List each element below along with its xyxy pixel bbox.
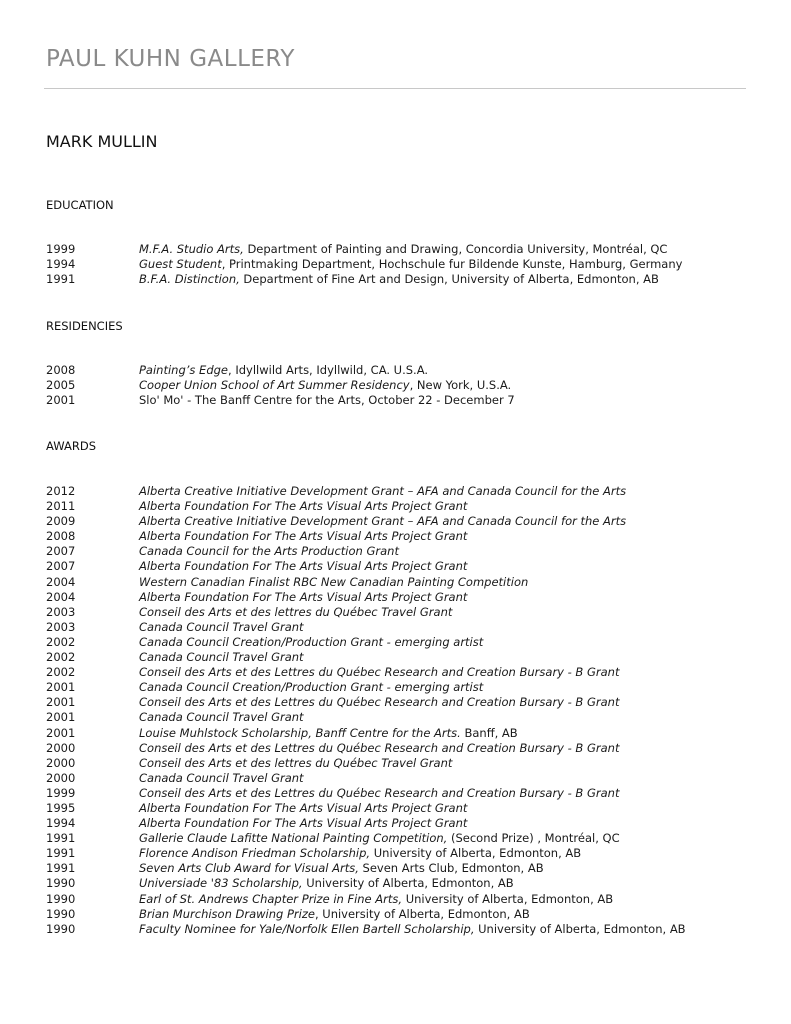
- entry-text: University of Alberta, Edmonton, AB: [402, 891, 614, 906]
- list-item: [46, 756, 746, 771]
- entry-text: Conseil des Arts et des Lettres du Québec Research and Creation Bursary - B Grant: [139, 740, 620, 755]
- entry-text: Alberta Foundation For The Arts Visual Arts Project Grant: [139, 800, 468, 815]
- entry-text: Department of Painting and Drawing, Concordia University, Montréal, QC: [243, 242, 668, 256]
- entry-description: [139, 922, 686, 937]
- entry-year: 2005: [46, 378, 76, 393]
- entry-description: [139, 756, 452, 771]
- entry-year: 2003: [46, 619, 76, 634]
- entry-description: [139, 529, 467, 544]
- entry-year: 2001: [46, 393, 76, 408]
- entry-year: 1999: [46, 785, 76, 800]
- entry-text: Guest Student: [139, 257, 222, 272]
- entry-year: 2011: [46, 499, 76, 514]
- entry-description: [139, 907, 530, 922]
- list-item: [46, 726, 746, 741]
- entry-text: Alberta Creative Initiative Development Grant – AFA and Canada Council for the Arts: [139, 484, 627, 498]
- entry-year: 2002: [46, 634, 76, 649]
- entry-description: [139, 680, 483, 695]
- entry-year: 1990: [46, 921, 76, 936]
- list-item: [46, 242, 746, 257]
- list-item: [46, 922, 746, 937]
- entry-description: [139, 726, 518, 741]
- entry-text: Brian Murchison Drawing Prize: [139, 906, 315, 921]
- entry-description: [139, 393, 515, 408]
- list-item: [46, 544, 746, 559]
- list-item: [46, 605, 746, 620]
- list-item: [46, 635, 746, 650]
- entry-text: Gallerie Claude Lafitte National Painting Competition,: [139, 831, 448, 846]
- entry-text: Western Canadian Finalist RBC New Canadian Painting Competition: [139, 574, 529, 589]
- entry-description: [139, 514, 626, 529]
- entry-description: [139, 741, 619, 756]
- entry-year: 1995: [46, 800, 76, 815]
- list-item: [46, 257, 746, 272]
- entry-description: [139, 620, 304, 635]
- section-heading-residencies: RESIDENCIES: [46, 319, 123, 333]
- entry-text: Painting’s Edge: [139, 363, 229, 377]
- list-item: [46, 363, 746, 378]
- entry-text: Canada Council Travel Grant: [139, 650, 304, 665]
- list-item: [46, 710, 746, 725]
- entry-description: [139, 861, 544, 876]
- header-divider: [44, 88, 746, 89]
- list-item: [46, 786, 746, 801]
- entry-text: Alberta Foundation For The Arts Visual Arts Project Grant: [139, 559, 468, 574]
- entry-text: Conseil des Arts et des Lettres du Québec Research and Creation Bursary - B Grant: [139, 695, 620, 710]
- entry-year: 2008: [46, 363, 76, 377]
- entry-description: [139, 831, 620, 846]
- entry-year: 2012: [46, 484, 76, 498]
- entry-year: 1990: [46, 891, 76, 906]
- entry-year: 1991: [46, 272, 76, 287]
- entry-text: Alberta Foundation For The Arts Visual Arts Project Grant: [139, 589, 468, 604]
- entry-year: 1991: [46, 831, 76, 846]
- list-item: [46, 741, 746, 756]
- entry-text: Conseil des Arts et des lettres du Québec Travel Grant: [139, 604, 453, 619]
- entry-text: Alberta Foundation For The Arts Visual Arts Project Grant: [139, 816, 468, 831]
- list-item: [46, 801, 746, 816]
- list-item: [46, 907, 746, 922]
- entry-year: 2007: [46, 544, 76, 559]
- entry-description: [139, 695, 619, 710]
- entry-year: 1991: [46, 846, 76, 861]
- entry-year: 2000: [46, 755, 76, 770]
- entry-year: 1994: [46, 257, 76, 272]
- entry-year: 2001: [46, 680, 76, 695]
- entry-text: Banff, AB: [460, 725, 518, 740]
- entry-year: 2001: [46, 710, 76, 725]
- entry-year: 2002: [46, 650, 76, 665]
- entry-text: , Idyllwild Arts, Idyllwild, CA. U.S.A.: [228, 363, 429, 377]
- entry-text: Slo' Mo' - The Banff Centre for the Arts, October 22 - December 7: [139, 393, 515, 408]
- entry-year: 2001: [46, 695, 76, 710]
- entry-description: [139, 559, 467, 574]
- entry-text: Alberta Creative Initiative Development Grant – AFA and Canada Council for the Arts: [139, 514, 627, 529]
- list-item: [46, 575, 746, 590]
- list-item: [46, 590, 746, 605]
- entry-text: M.F.A. Studio Arts,: [139, 242, 244, 256]
- entry-text: Earl of St. Andrews Chapter Prize in Fine Arts,: [139, 891, 403, 906]
- residencies-list: [46, 363, 746, 408]
- list-item: [46, 680, 746, 695]
- list-item: [46, 831, 746, 846]
- list-item: [46, 620, 746, 635]
- list-item: [46, 771, 746, 786]
- list-item: [46, 695, 746, 710]
- list-item: [46, 650, 746, 665]
- artist-name: MARK MULLIN: [46, 132, 158, 151]
- education-list: [46, 242, 746, 287]
- entry-text: , University of Alberta, Edmonton, AB: [314, 906, 530, 921]
- entry-text: Conseil des Arts et des Lettres du Québec Research and Creation Bursary - B Grant: [139, 785, 620, 800]
- entry-text: Conseil des Arts et des Lettres du Québec Research and Creation Bursary - B Grant: [139, 665, 620, 680]
- entry-description: [139, 484, 626, 499]
- list-item: [46, 378, 746, 393]
- entry-text: Alberta Foundation For The Arts Visual Arts Project Grant: [139, 499, 468, 514]
- list-item: [46, 876, 746, 891]
- entry-description: [139, 710, 304, 725]
- entry-description: [139, 363, 428, 378]
- list-item: [46, 499, 746, 514]
- entry-year: 2003: [46, 604, 76, 619]
- entry-text: Department of Fine Art and Design, University of Alberta, Edmonton, AB: [239, 272, 659, 287]
- list-item: [46, 559, 746, 574]
- entry-text: (Second Prize) , Montréal, QC: [447, 831, 620, 846]
- entry-year: 2002: [46, 665, 76, 680]
- list-item: [46, 665, 746, 680]
- entry-text: Louise Muhlstock Scholarship, Banff Centre for the Arts.: [139, 725, 461, 740]
- entry-year: 2000: [46, 740, 76, 755]
- entry-text: University of Alberta, Edmonton, AB: [302, 876, 514, 891]
- entry-description: [139, 771, 304, 786]
- entry-description: [139, 242, 667, 257]
- entry-text: Canada Council Travel Grant: [139, 619, 304, 634]
- entry-year: 1999: [46, 242, 76, 256]
- entry-description: [139, 801, 467, 816]
- list-item: [46, 272, 746, 287]
- entry-text: University of Alberta, Edmonton, AB: [370, 846, 582, 861]
- list-item: [46, 816, 746, 831]
- entry-year: 2008: [46, 529, 76, 544]
- entry-description: [139, 635, 483, 650]
- entry-description: [139, 816, 467, 831]
- entry-text: University of Alberta, Edmonton, AB: [474, 921, 686, 936]
- section-heading-awards: AWARDS: [46, 439, 96, 453]
- entry-text: Alberta Foundation For The Arts Visual Arts Project Grant: [139, 529, 468, 544]
- entry-text: B.F.A. Distinction,: [139, 272, 240, 287]
- entry-description: [139, 378, 511, 393]
- entry-description: [139, 892, 613, 907]
- entry-description: [139, 499, 467, 514]
- entry-text: Canada Council Travel Grant: [139, 710, 304, 725]
- list-item: [46, 514, 746, 529]
- entry-description: [139, 786, 619, 801]
- section-heading-education: EDUCATION: [46, 198, 114, 212]
- entry-text: Canada Council Creation/Production Grant - emerging artist: [139, 680, 484, 695]
- entry-year: 2001: [46, 725, 76, 740]
- entry-year: 2000: [46, 770, 76, 785]
- entry-text: Seven Arts Club Award for Visual Arts,: [139, 861, 359, 876]
- entry-text: Conseil des Arts et des lettres du Québec Travel Grant: [139, 755, 453, 770]
- awards-list: [46, 484, 746, 937]
- entry-description: [139, 605, 452, 620]
- list-item: [46, 529, 746, 544]
- entry-text: , Printmaking Department, Hochschule fur Bildende Kunste, Hamburg, Germany: [221, 257, 683, 272]
- list-item: [46, 393, 746, 408]
- list-item: [46, 861, 746, 876]
- gallery-title: PAUL KUHN GALLERY: [46, 46, 295, 72]
- entry-year: 1990: [46, 906, 76, 921]
- entry-text: Canada Council for the Arts Production Grant: [139, 544, 399, 559]
- entry-year: 1991: [46, 861, 76, 876]
- list-item: [46, 484, 746, 499]
- entry-year: 1990: [46, 876, 76, 891]
- entry-description: [139, 665, 619, 680]
- entry-year: 2009: [46, 514, 76, 529]
- entry-description: [139, 575, 528, 590]
- entry-description: [139, 876, 514, 891]
- entry-text: Florence Andison Friedman Scholarship,: [139, 846, 371, 861]
- entry-year: 2007: [46, 559, 76, 574]
- entry-description: [139, 846, 581, 861]
- entry-text: Faculty Nominee for Yale/Norfolk Ellen Bartell Scholarship,: [139, 921, 475, 936]
- entry-year: 2004: [46, 589, 76, 604]
- entry-text: Canada Council Creation/Production Grant - emerging artist: [139, 634, 484, 649]
- entry-description: [139, 650, 304, 665]
- list-item: [46, 892, 746, 907]
- entry-text: Cooper Union School of Art Summer Residency: [139, 378, 410, 393]
- entry-text: Universiade '83 Scholarship,: [139, 876, 303, 891]
- entry-year: 2004: [46, 574, 76, 589]
- entry-description: [139, 590, 467, 605]
- entry-description: [139, 272, 659, 287]
- entry-description: [139, 544, 399, 559]
- entry-text: Seven Arts Club, Edmonton, AB: [358, 861, 544, 876]
- entry-description: [139, 257, 682, 272]
- entry-year: 1994: [46, 816, 76, 831]
- entry-text: Canada Council Travel Grant: [139, 770, 304, 785]
- entry-text: , New York, U.S.A.: [409, 378, 512, 393]
- list-item: [46, 846, 746, 861]
